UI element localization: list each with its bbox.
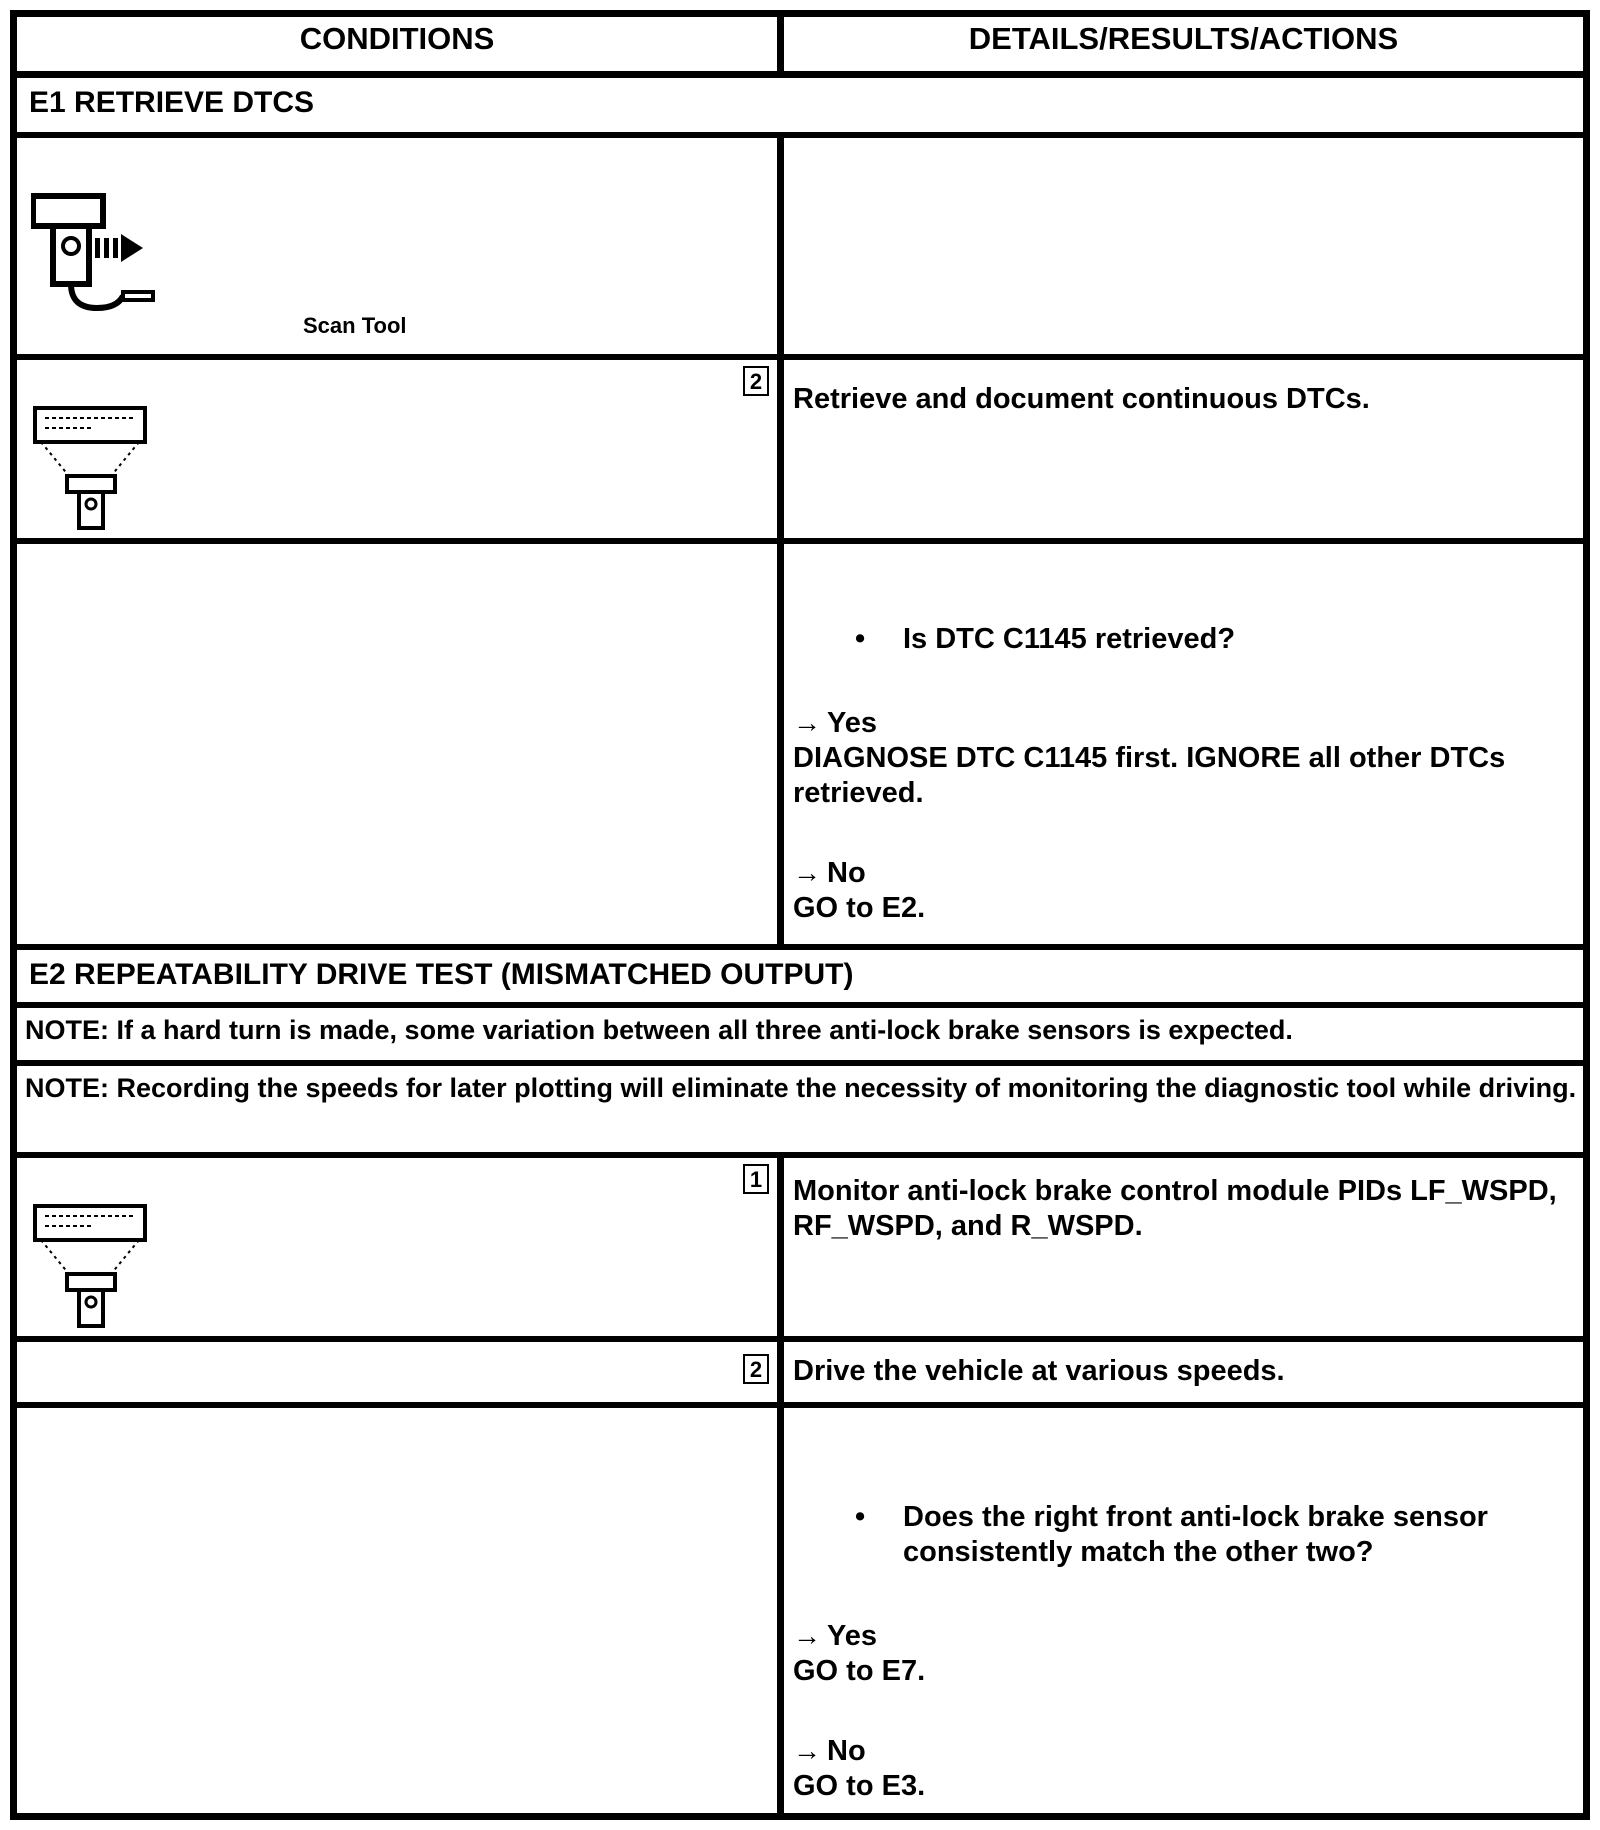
e1-scan-tool-condition <box>17 138 777 354</box>
e1-question <box>793 622 1559 657</box>
section-title-e2: E2 REPEATABILITY DRIVE TEST (MISMATCHED OUTPUT) <box>17 950 1583 1002</box>
diagnostic-display-icon <box>31 1202 151 1332</box>
step-number-badge: 2 <box>743 366 769 396</box>
scan-tool-caption: Scan Tool <box>303 313 407 338</box>
e2-question-condition <box>17 1408 777 1813</box>
e1-yes-option <box>793 705 1559 741</box>
e1-step2-text: Retrieve and document continuous DTCs. <box>784 360 1583 538</box>
e2-step2-text: Drive the vehicle at various speeds. <box>784 1342 1583 1402</box>
e2-yes-option <box>793 1618 1559 1654</box>
bullet-icon: • <box>855 1501 866 1533</box>
arrow-right-icon: → <box>793 1735 821 1766</box>
e1-step2-condition <box>17 360 777 538</box>
yes-label: Yes <box>827 707 877 739</box>
e2-no-action: GO to E3. <box>793 1770 926 1802</box>
e1-question-details <box>784 544 1583 944</box>
step-number-badge: 2 <box>743 1354 769 1384</box>
e2-no-option <box>793 1733 1559 1769</box>
arrow-right-icon: → <box>793 707 821 738</box>
e1-scan-tool-details <box>784 138 1583 354</box>
e1-question-text: Is DTC C1145 retrieved? <box>903 623 1236 655</box>
header-details: DETAILS/RESULTS/ACTIONS <box>784 17 1583 71</box>
e1-question-condition <box>17 544 777 944</box>
e2-step2-condition <box>17 1342 777 1402</box>
e2-step1-text: Monitor anti-lock brake control module PIDs LF_WSPD, RF_WSPD, and R_WSPD. <box>784 1158 1583 1336</box>
arrow-right-icon: → <box>793 1620 821 1651</box>
yes-label: Yes <box>827 1620 877 1652</box>
section-title-e1: E1 RETRIEVE DTCS <box>17 78 1583 132</box>
arrow-right-icon: → <box>793 857 821 888</box>
header-conditions: CONDITIONS <box>17 17 777 71</box>
e2-question <box>793 1500 1559 1570</box>
bullet-icon: • <box>855 623 866 655</box>
diagnostic-table <box>10 10 1590 1820</box>
e2-step1-condition <box>17 1158 777 1336</box>
note-recording-speeds: NOTE: Recording the speeds for later plotting will eliminate the necessity of monitoring the diagnostic tool while driving. <box>17 1066 1583 1152</box>
no-label: No <box>827 1735 866 1767</box>
diagnostic-display-icon <box>31 404 151 534</box>
e2-yes-action: GO to E7. <box>793 1655 926 1687</box>
e2-question-text: Does the right front anti-lock brake sensor consistently match the other two? <box>903 1501 1488 1568</box>
scan-tool-icon <box>31 190 171 320</box>
no-label: No <box>827 857 866 889</box>
note-hard-turn: NOTE: If a hard turn is made, some variation between all three anti-lock brake sensors is expected. <box>17 1008 1583 1060</box>
e1-no-option <box>793 855 1559 891</box>
e2-question-details <box>784 1408 1583 1813</box>
step-number-badge: 1 <box>743 1164 769 1194</box>
e1-no-action: GO to E2. <box>793 892 926 924</box>
e1-yes-action: DIAGNOSE DTC C1145 first. IGNORE all other DTCs retrieved. <box>793 742 1506 809</box>
